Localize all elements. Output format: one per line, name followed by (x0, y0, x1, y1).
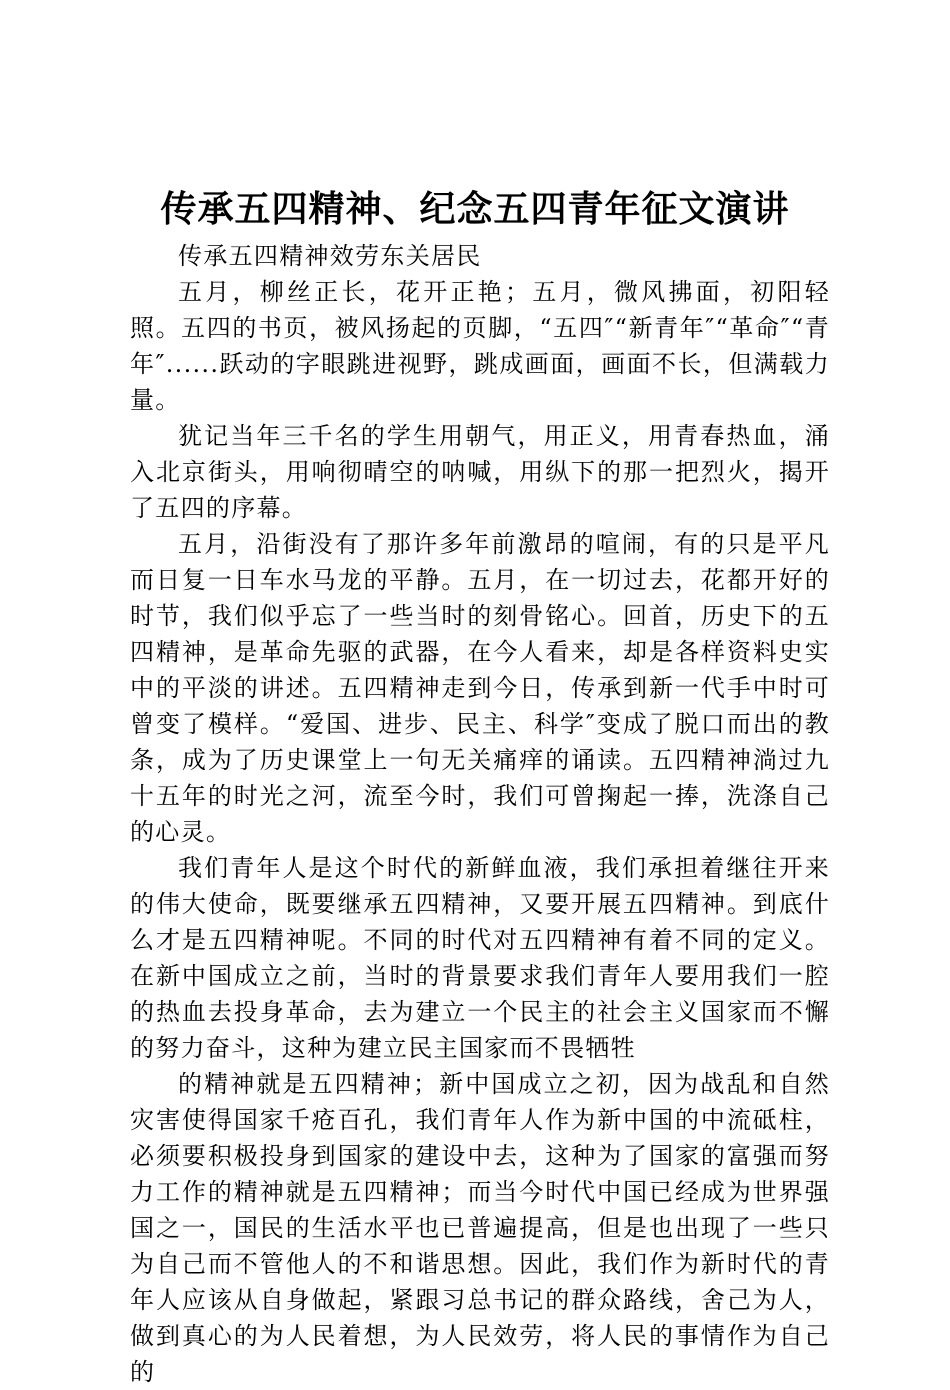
body-paragraph: 犹记当年三千名的学生用朝气，用正义，用青春热血，涌入北京街头，用响彻晴空的呐喊，用纵下的那一把烈火，揭开了五四的序幕。 (130, 422, 830, 522)
document-body (130, 238, 830, 1390)
subtitle-paragraph: 传承五四精神效劳东关居民 (178, 242, 482, 270)
body-paragraph: 五月，柳丝正长，花开正艳；五月，微风拂面，初阳轻照。五四的书页，被风扬起的页脚，“五四″“新青年″“革命″“青年″......跃动的字眼跳进视野，跳成画面，画面不长，但满载力量。 (130, 278, 830, 414)
body-paragraph: 的精神就是五四精神；新中国成立之初，因为战乱和自然灾害使得国家千疮百孔，我们青年人作为新中国的中流砥柱，必须要积极投身到国家的建设中去，这种为了国家的富强而努力工作的精神就是五四精神；而当今时代中国已经成为世界强国之一，国民的生活水平也已普遍提高，但是也出现了一些只为自己而不管他人的不和谐思想。因此，我们作为新时代的青年人应该从自身做起，紧跟习总书记的群众路线，舍己为人，做到真心的为人民着想，为人民效劳，将人民的事情作为自己的 (130, 1070, 830, 1386)
body-paragraph: 五月，沿街没有了那许多年前激昂的喧闹，有的只是平凡而日复一日车水马龙的平静。五月，在一切过去，花都开好的时节，我们似乎忘了一些当时的刻骨铭心。回首，历史下的五四精神，是革命先驱的武器，在今人看来，却是各样资料史实中的平淡的讲述。五四精神走到今日，传承到新一代手中时可曾变了模样。“爱国、进步、民主、科学″变成了脱口而出的教条，成为了历史课堂上一句无关痛痒的诵读。五四精神淌过九十五年的时光之河，流至今时，我们可曾掬起一捧，洗涤自己的心灵。 (130, 530, 830, 846)
document-title: 传承五四精神、纪念五四青年征文演讲 (160, 188, 790, 230)
body-paragraph: 我们青年人是这个时代的新鲜血液，我们承担着继往开来的伟大使命，既要继承五四精神，又要开展五四精神。到底什么才是五四精神呢。不同的时代对五四精神有着不同的定义。在新中国成立之前，当时的背景要求我们青年人要用我们一腔的热血去投身革命，去为建立一个民主的社会主义国家而不懈的努力奋斗，这种为建立民主国家而不畏牺牲 (130, 854, 830, 1062)
